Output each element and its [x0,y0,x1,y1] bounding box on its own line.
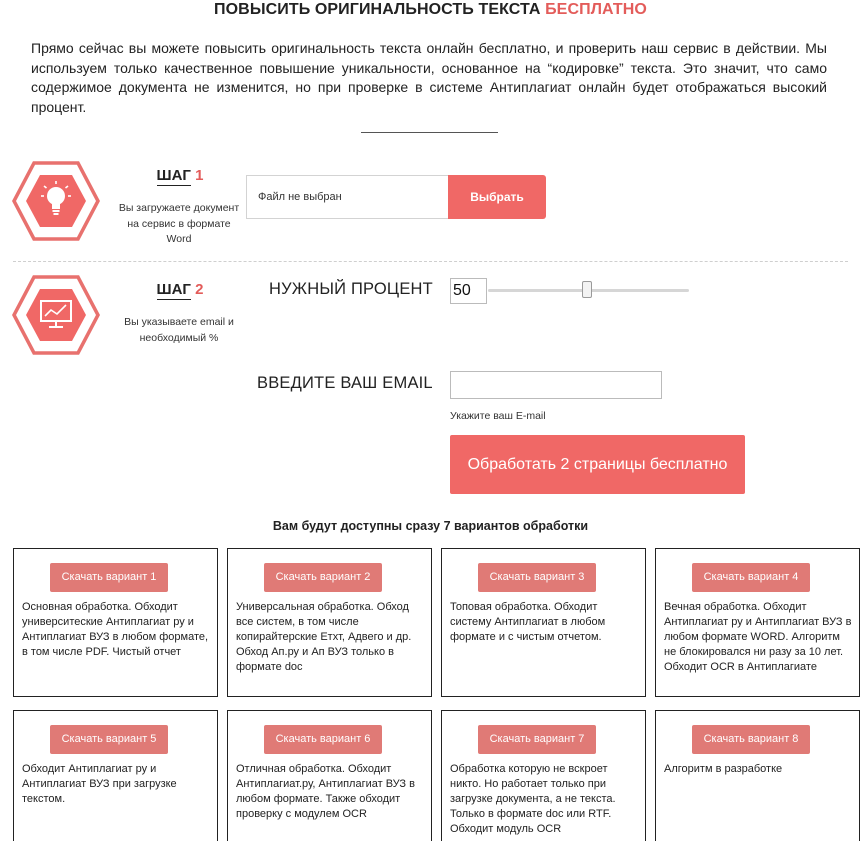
variant-7-description: Обработка которую не вскроет никто. Но работает только при загрузке документа, а не текста. Только в формате doc или RTF. Обходит модуль OCR [450,763,616,835]
page-title-accent: БЕСПЛАТНО [545,1,647,18]
step2-number: 2 [195,281,204,298]
variant-8-description: Алгоритм в разработке [664,763,783,775]
download-variant-4-button[interactable]: Скачать вариант 4 [692,563,810,592]
step1-title [140,167,220,184]
step2-description: Вы указываете email и необходимый % [124,316,234,344]
step2-title [140,281,220,298]
step1-number: 1 [195,167,204,184]
download-variant-7-button[interactable]: Скачать вариант 7 [478,725,596,754]
variant-card-1 [13,548,218,697]
email-field[interactable] [450,371,662,399]
variant-6-description: Отличная обработка. Обходит Антиплагиат.ру, Антиплагиат ВУЗ в любом формате. Также обходит проверку с модулем OCR [236,763,415,820]
download-variant-3-button[interactable]: Скачать вариант 3 [478,563,596,592]
process-button[interactable]: Обработать 2 страницы бесплатно [450,435,745,494]
section-divider [13,261,848,262]
percent-input[interactable]: 50 [450,278,487,304]
file-input[interactable] [246,175,448,219]
percent-label: НУЖНЫЙ ПРОЦЕНТ [269,280,433,298]
variant-3-description: Топовая обработка. Обходит систему Антиплагиат в любом формате и с чистым отчетом. [450,601,606,643]
step1-prefix: ШАГ [156,167,191,184]
variant-card-2 [227,548,432,697]
file-status: Файл не выбран [258,191,342,203]
email-hint: Укажите ваш E-mail [450,410,546,422]
page-title-main: ПОВЫСИТЬ ОРИГИНАЛЬНОСТЬ ТЕКСТА [214,1,541,18]
variant-card-5 [13,710,218,841]
variant-card-8 [655,710,860,841]
lightbulb-icon [12,161,100,241]
variant-card-4 [655,548,860,697]
variants-title: Вам будут доступны сразу 7 вариантов обработки [272,519,589,533]
download-variant-6-button[interactable]: Скачать вариант 6 [264,725,382,754]
download-variant-2-button[interactable]: Скачать вариант 2 [264,563,382,592]
choose-file-button[interactable]: Выбрать [448,175,546,219]
variant-card-7 [441,710,646,841]
variant-5-description: Обходит Антиплагиат ру и Антиплагиат ВУЗ при загрузке текстом. [22,763,177,805]
step2-prefix: ШАГ [156,281,191,298]
download-variant-8-button[interactable]: Скачать вариант 8 [692,725,810,754]
step1-description: Вы загружаете документ на сервис в формате Word [118,202,240,245]
download-variant-1-button[interactable]: Скачать вариант 1 [50,563,168,592]
variant-1-description: Основная обработка. Обходит университеские Антиплагиат ру и Антиплагиат ВУЗ в любом формате, в том числе PDF. Чистый отчет [22,601,209,658]
page-title [0,0,861,20]
variant-card-3 [441,548,646,697]
variant-card-6 [227,710,432,841]
title-divider [361,132,498,133]
email-label: ВВЕДИТЕ ВАШ EMAIL [257,374,433,392]
monitor-chart-icon [12,275,100,355]
download-variant-5-button[interactable]: Скачать вариант 5 [50,725,168,754]
variant-4-description: Вечная обработка. Обходит Антиплагиат ру и Антиплагиат ВУЗ в любом формате WORD. Алгоритм не блокировался ни разу за 10 лет. Обходит OCR в Антиплагиате [664,601,852,673]
variant-2-description: Универсальная обработка. Обход все систем, в том числе копирайтерские Етхт, Адвего и др. Обход Ап.ру и Ап ВУЗ только в формате doc [236,601,412,673]
percent-slider-handle[interactable] [582,281,592,298]
intro-text: Прямо сейчас вы можете повысить оригинальность текста онлайн бесплатно, и проверить наш сервис в действии. Мы используем только качественное повышение уникальности, основанное на “кодировке” текста. Это значит, что само содержимое документа не изменится, но при проверке в системе Антиплагиат онлайн будет отображаться высокий процент. [31,40,827,115]
